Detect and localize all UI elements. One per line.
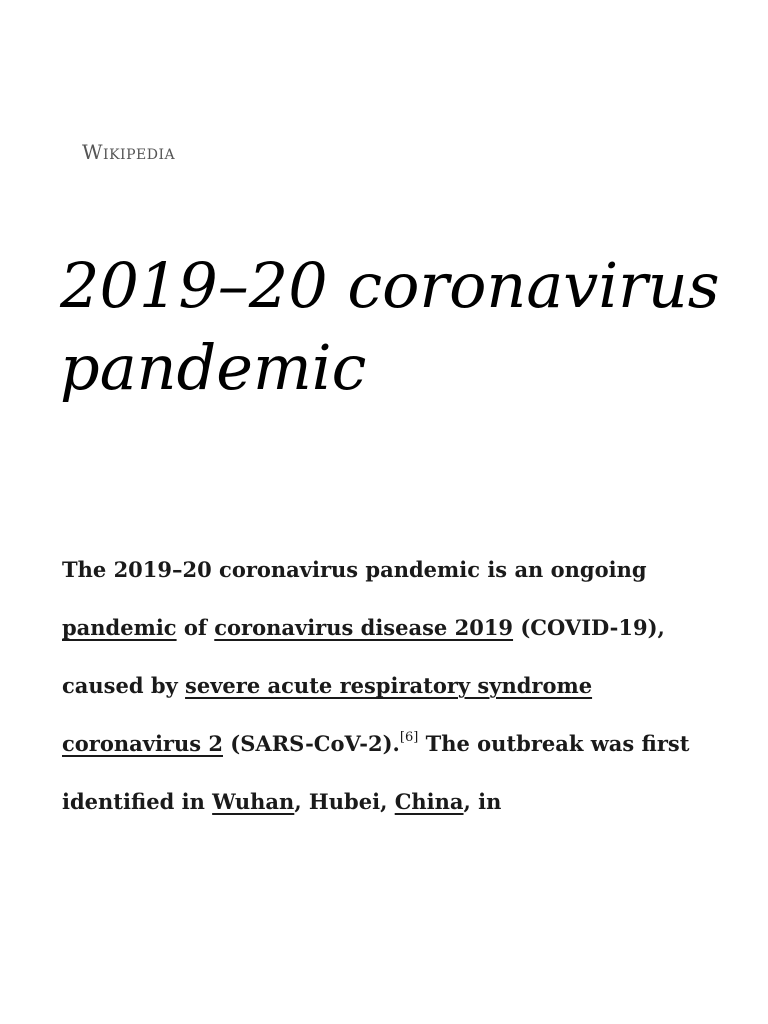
lead-text: , in bbox=[463, 789, 502, 814]
lead-text: The outbreak was first identified in bbox=[62, 731, 690, 814]
article-title: 2019–20 coronavirus pandemic bbox=[60, 249, 720, 404]
wikipedia-wordmark[interactable]: Wikipedia bbox=[82, 140, 176, 164]
reference-link-6[interactable]: [6] bbox=[399, 730, 419, 745]
lead-text: The 2019–20 coronavirus pandemic is an ongoing bbox=[62, 557, 647, 582]
lead-text: , Hubei, bbox=[294, 789, 395, 814]
link-wuhan[interactable]: Wuhan bbox=[212, 789, 295, 814]
article-lead-paragraph bbox=[62, 541, 712, 831]
link-china[interactable]: China bbox=[394, 789, 464, 814]
lead-text: (COVID-19), caused by bbox=[62, 615, 665, 698]
link-pandemic[interactable]: pandemic bbox=[62, 615, 177, 640]
link-coronavirus-disease-2019[interactable]: coronavirus disease 2019 bbox=[214, 615, 514, 640]
link-sars-cov-2[interactable]: severe acute respiratory syndrome coronavirus 2 bbox=[62, 673, 593, 756]
lead-text: of bbox=[176, 615, 215, 640]
reference-superscript bbox=[400, 730, 418, 745]
lead-text: (SARS-CoV-2). bbox=[223, 731, 400, 756]
